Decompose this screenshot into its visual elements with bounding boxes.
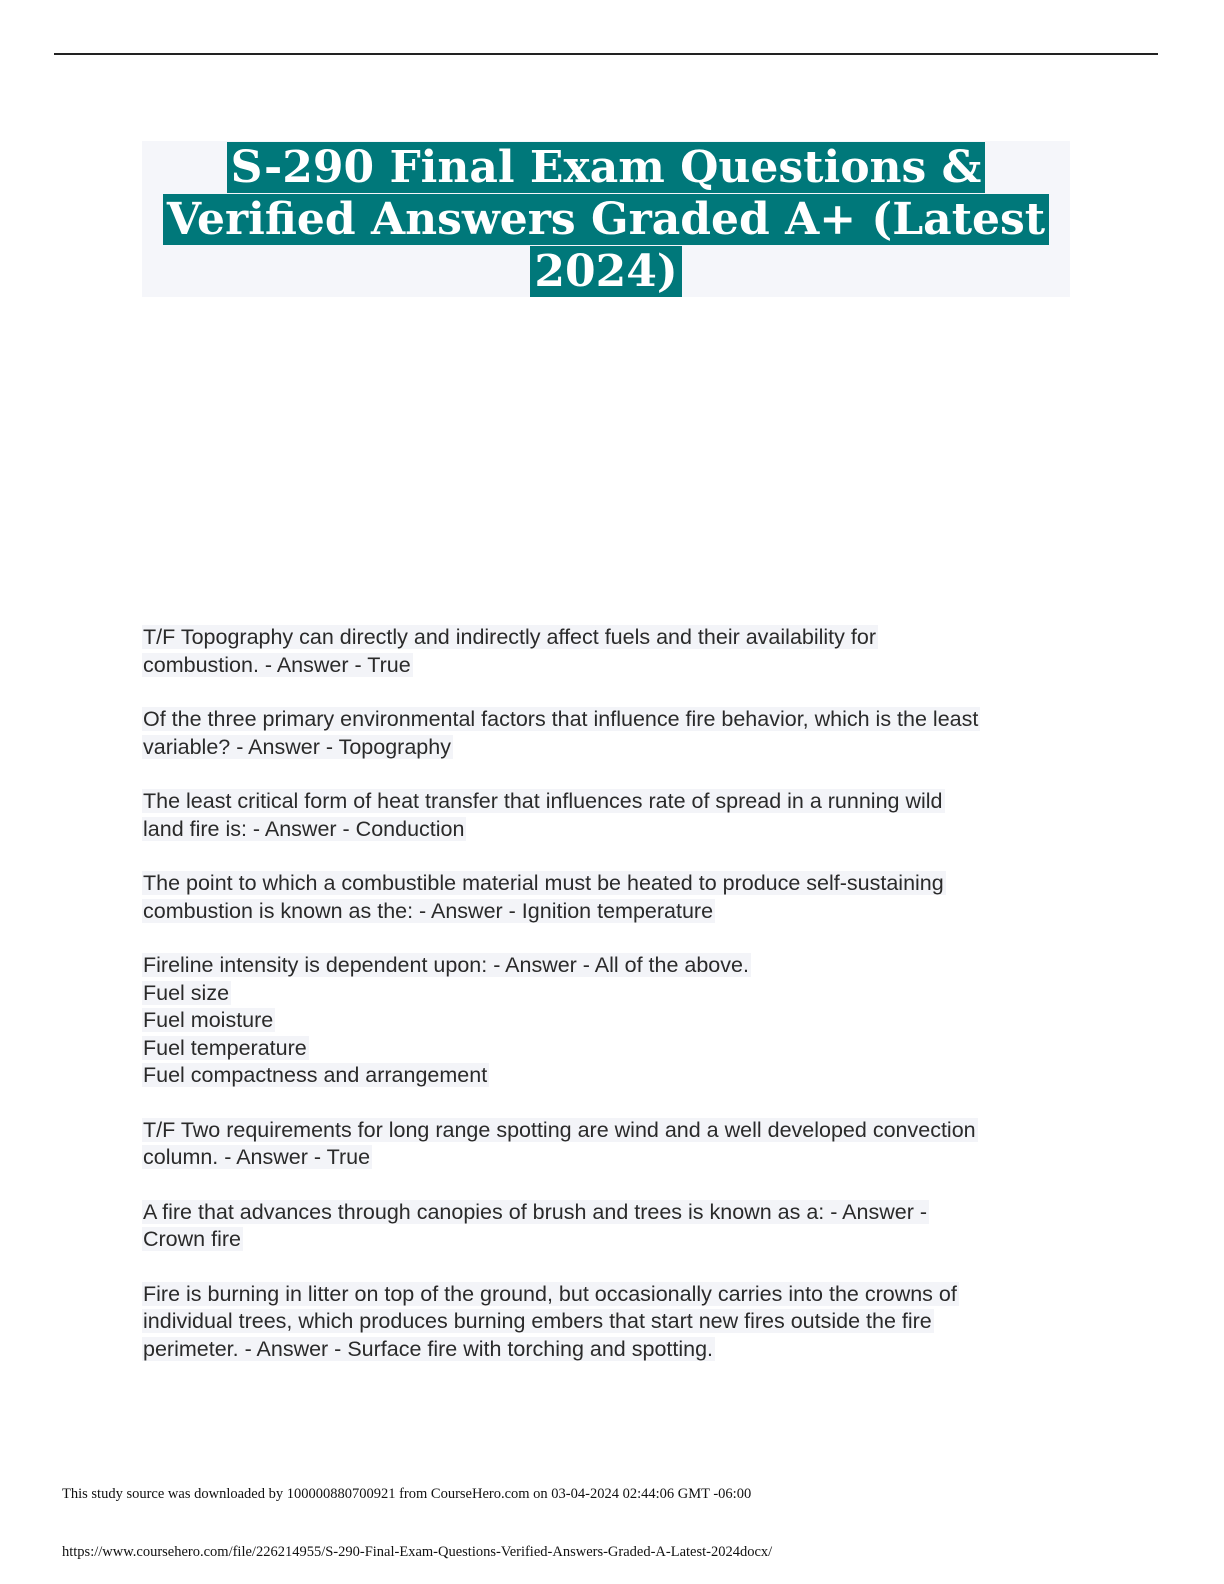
qa-text-line: combustion. - Answer - True [143,652,411,677]
qa-text-line: The point to which a combustible material must be heated to produce self-sustaining [143,871,944,895]
qa-item-2 [142,706,1082,761]
question-answer-list [142,624,1082,1390]
qa-text-line: Fuel moisture [143,1008,274,1032]
qa-item-3 [142,788,1082,843]
qa-item-6 [142,1117,1082,1172]
qa-item-7 [142,1199,1082,1254]
source-url[interactable]: https://www.coursehero.com/file/226214955/S-290-Final-Exam-Questions-Verified-Answers-Graded-A-Latest-2024docx/ [62,1544,773,1560]
title-line-3: 2024) [530,246,681,297]
qa-item-4 [142,870,1082,925]
title-line-2: Verified Answers Graded A+ (Latest [163,194,1049,245]
qa-item-1 [142,624,1082,679]
qa-text-line: Fire is burning in litter on top of the ground, but occasionally carries into the crowns of [143,1281,957,1306]
qa-text-line: Of the three primary environmental factors that influence fire behavior, which is the least [143,707,979,731]
qa-text-line: Fuel size [143,980,230,1005]
qa-text-line: column. - Answer - True [143,1145,371,1169]
document-title [142,141,1070,298]
download-source-notice: This study source was downloaded by 100000880700921 from CourseHero.com on 03-04-2024 02:44:06 GMT -06:00 [62,1486,752,1502]
qa-text-line: Fuel compactness and arrangement [143,1063,488,1087]
qa-text-line: land fire is: - Answer - Conduction [143,816,465,841]
qa-text-line: combustion is known as the: - Answer - Ignition temperature [143,898,714,923]
document-title-band [142,141,1070,297]
qa-text-line: Crown fire [143,1227,241,1251]
qa-text-line: Fuel temperature [143,1035,307,1060]
title-line-1: S-290 Final Exam Questions & [227,142,986,193]
qa-text-line: Fireline intensity is dependent upon: - Answer - All of the above. [143,953,749,977]
qa-item-8 [142,1281,1082,1364]
qa-text-line: The least critical form of heat transfer that influences rate of spread in a running wild [143,789,943,813]
qa-item-5 [142,952,1082,1090]
qa-text-line: T/F Two requirements for long range spotting are wind and a well developed convection [143,1117,976,1142]
qa-text-line: individual trees, which produces burning embers that start new fires outside the fire [143,1309,932,1333]
qa-text-line: T/F Topography can directly and indirectly affect fuels and their availability for [143,625,876,649]
page-top-rule [54,53,1158,55]
qa-text-line: variable? - Answer - Topography [143,734,451,759]
qa-text-line: A fire that advances through canopies of brush and trees is known as a: - Answer - [143,1199,927,1224]
qa-text-line: perimeter. - Answer - Surface fire with torching and spotting. [143,1336,714,1361]
